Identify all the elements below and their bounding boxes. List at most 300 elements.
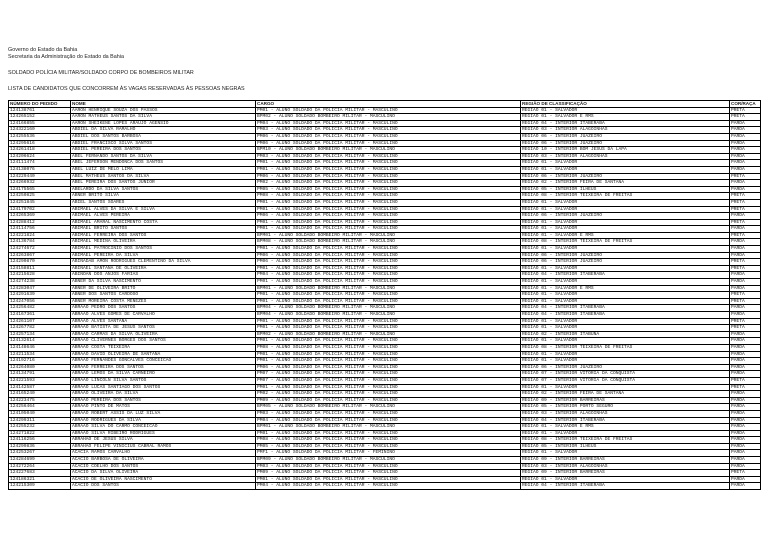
cell-position: PM07 - ALUNO SOLDADO DA POLICIA MILITAR - MASCULINO: [256, 371, 521, 378]
table-row: [9, 364, 761, 371]
cell-region: REGIAO 05 - INTERIOR ILHEUS: [521, 186, 730, 193]
table-row: [9, 160, 761, 167]
cell-region: REGIAO 01 - SALVADOR E RMS: [521, 424, 730, 431]
cell-race: PARDA: [730, 437, 761, 444]
cell-name: ABEL JEFERSON MENDONCA DOS SANTOS: [71, 160, 256, 167]
cell-race: PARDA: [730, 153, 761, 160]
table-row: [9, 470, 761, 477]
table-row: [9, 265, 761, 272]
cell-position: BPM01 - ALUNO SOLDADO BOMBEIRO MILITAR - MASCULINO: [256, 232, 521, 239]
cell-request-number: 124175565: [9, 186, 71, 193]
cell-request-number: 124229440: [9, 173, 71, 180]
cell-race: PRETA: [730, 377, 761, 384]
table-row: [9, 371, 761, 378]
cell-position: PM01 - ALUNO SOLDADO DA POLICIA MILITAR - MASCULINO: [256, 219, 521, 226]
cell-name: ABRAAO COSTA TEIXEIRA: [71, 344, 256, 351]
cell-region: REGIAO 08 - INTERIOR TEIXEIRA DE FREITAS: [521, 193, 730, 200]
cell-race: PARDA: [730, 410, 761, 417]
cell-race: PARDA: [730, 166, 761, 173]
cell-position: BPM02 - ALUNO SOLDADO BOMBEIRO MILITAR - MASCULINO: [256, 114, 521, 121]
cell-name: ABIEL SANTOS SOARES: [71, 199, 256, 206]
cell-region: REGIAO 04 - INTERIOR ITABERABA: [521, 120, 730, 127]
cell-position: PM01 - ALUNO SOLDADO DA POLICIA MILITAR - MASCULINO: [256, 338, 521, 345]
cell-request-number: 124256482: [9, 305, 71, 312]
cell-race: PARDA: [730, 272, 761, 279]
table-row: [9, 305, 761, 312]
cell-region: REGIAO 01 - SALVADOR: [521, 450, 730, 457]
cell-position: PM04 - ALUNO SOLDADO DA POLICIA MILITAR - MASCULINO: [256, 120, 521, 127]
cell-position: PM02 - ALUNO SOLDADO DA POLICIA MILITAR - MASCULINO: [256, 391, 521, 398]
table-row: [9, 410, 761, 417]
cell-region: REGIAO 07 - INTERIOR VITORIA DA CONQUISTA: [521, 377, 730, 384]
table-row: [9, 351, 761, 358]
cell-position: PM01 - ALUNO SOLDADO DA POLICIA MILITAR - MASCULINO: [256, 298, 521, 305]
header-government: Governo do Estado da Bahia: [8, 47, 78, 53]
cell-name: ABEL LUIZ DE MELO LIMA: [71, 166, 256, 173]
cell-region: REGIAO 01 - SALVADOR: [521, 265, 730, 272]
cell-race: PARDA: [730, 213, 761, 220]
cell-position: PM01 - ALUNO SOLDADO DA POLICIA MILITAR - MASCULINO: [256, 351, 521, 358]
cell-request-number: 124299836: [9, 443, 71, 450]
cell-position: PM03 - ALUNO SOLDADO DA POLICIA MILITAR - MASCULINO: [256, 463, 521, 470]
table-row: [9, 476, 761, 483]
cell-name: ABIMAEL BRITO SANTOS: [71, 226, 256, 233]
cell-race: PRETA: [730, 292, 761, 299]
cell-region: REGIAO 04 - INTERIOR ITABERABA: [521, 417, 730, 424]
cell-request-number: 124266932: [9, 180, 71, 187]
cell-region: REGIAO 01 - SALVADOR: [521, 107, 730, 114]
cell-position: PM04 - ALUNO SOLDADO DA POLICIA MILITAR - MASCULINO: [256, 483, 521, 490]
cell-name: ABRAAO SILVA DO CARMO CONCEICAO: [71, 424, 256, 431]
cell-request-number: 124223475: [9, 397, 71, 404]
cell-name: ABRAAO LUCAS SANTIAGO DOS SANTOS: [71, 384, 256, 391]
cell-request-number: 124211534: [9, 351, 71, 358]
cell-position: BPM02 - ALUNO SOLDADO BOMBEIRO MILITAR - MASCULINO: [256, 331, 521, 338]
cell-position: PM06 - ALUNO SOLDADO DA POLICIA MILITAR - MASCULINO: [256, 252, 521, 259]
cell-position: BPM05 - ALUNO SOLDADO BOMBEIRO MILITAR - MASCULINO: [256, 404, 521, 411]
cell-race: PARDA: [730, 312, 761, 319]
table-row: [9, 443, 761, 450]
cell-request-number: 124215309: [9, 483, 71, 490]
cell-region: REGIAO 06 - INTERIOR JUAZEIRO: [521, 173, 730, 180]
cell-region: REGIAO 01 - SALVADOR: [521, 384, 730, 391]
cell-name: ABIMAEL ALVES DA SILVA E SILVA: [71, 206, 256, 213]
column-header-race: COR/RAÇA: [730, 101, 761, 108]
cell-region: REGIAO 01 - SALVADOR: [521, 325, 730, 332]
cell-request-number: 124167361: [9, 312, 71, 319]
cell-position: BPM01 - ALUNO SOLDADO BOMBEIRO MILITAR - MASCULINO: [256, 285, 521, 292]
cell-position: PM03 - ALUNO SOLDADO DA POLICIA MILITAR - MASCULINO: [256, 410, 521, 417]
cell-region: REGIAO 06 - INTERIOR JUAZEIRO: [521, 259, 730, 266]
cell-position: PM07 - ALUNO SOLDADO DA POLICIA MILITAR - MASCULINO: [256, 377, 521, 384]
cell-request-number: 124253267: [9, 450, 71, 457]
cell-request-number: 124215628: [9, 272, 71, 279]
cell-name: ABNER DOS SANTOS CARDOSO: [71, 292, 256, 299]
table-row: [9, 279, 761, 286]
cell-region: REGIAO 05 - INTERIOR PORTO SEGURO: [521, 404, 730, 411]
cell-region: REGIAO 06 - INTERIOR JUAZEIRO: [521, 252, 730, 259]
cell-request-number: 124111474: [9, 160, 71, 167]
cell-name: ABRAAO FERREIRA DOS SANTOS: [71, 364, 256, 371]
cell-position: PM01 - ALUNO SOLDADO DA POLICIA MILITAR - MASCULINO: [256, 384, 521, 391]
cell-position: PM01 - ALUNO SOLDADO DA POLICIA MILITAR - MASCULINO: [256, 358, 521, 365]
cell-request-number: 124272264: [9, 463, 71, 470]
cell-name: ABRAAO SILVA RIBEIRO RODRIGUES: [71, 430, 256, 437]
cell-request-number: 124290870: [9, 259, 71, 266]
cell-race: PARDA: [730, 371, 761, 378]
cell-region: REGIAO 01 - SALVADOR: [521, 226, 730, 233]
cell-name: ABRAAO ALVES GOMES DE CARVALHO: [71, 312, 256, 319]
table-row: [9, 272, 761, 279]
cell-request-number: 124274672: [9, 246, 71, 253]
cell-race: PARDA: [730, 424, 761, 431]
cell-race: PARDA: [730, 391, 761, 398]
cell-position: PM06 - ALUNO SOLDADO DA POLICIA MILITAR - MASCULINO: [256, 140, 521, 147]
table-row: [9, 430, 761, 437]
cell-name: ABRAAO ROBERT ASSIS DA LUZ SILVA: [71, 410, 256, 417]
table-row: [9, 437, 761, 444]
cell-race: PRETA: [730, 470, 761, 477]
cell-region: REGIAO 06 - INTERIOR JUAZEIRO: [521, 213, 730, 220]
cell-request-number: 124267782: [9, 325, 71, 332]
cell-race: PARDA: [730, 450, 761, 457]
cell-race: PARDA: [730, 252, 761, 259]
cell-position: PM01 - ALUNO SOLDADO DA POLICIA MILITAR - MASCULINO: [256, 476, 521, 483]
cell-region: REGIAO 01 - SALVADOR: [521, 279, 730, 286]
cell-name: ABINOAN DOS ANJOS FARIAS: [71, 272, 256, 279]
cell-region: REGIAO 09 - INTERIOR BARREIRAS: [521, 470, 730, 477]
cell-region: REGIAO 01 - SALVADOR: [521, 318, 730, 325]
table-row: [9, 153, 761, 160]
cell-region: REGIAO 08 - INTERIOR TEIXEIRA DE FREITAS: [521, 437, 730, 444]
cell-race: PARDA: [730, 364, 761, 371]
table-row: [9, 450, 761, 457]
cell-race: PARDA: [730, 127, 761, 134]
cell-region: REGIAO 01 - SALVADOR: [521, 476, 730, 483]
cell-region: REGIAO 03 - INTERIOR ALAGOINHAS: [521, 410, 730, 417]
table-row: [9, 358, 761, 365]
header-list-title: LISTA DE CANDIDATOS QUE CONCORREM ÀS VAGAS RESERVADAS ÀS PESSOAS NEGRAS: [8, 86, 245, 92]
cell-name: ABNER DE OLIVEIRA BRITO: [71, 285, 256, 292]
cell-region: REGIAO 01 - SALVADOR: [521, 199, 730, 206]
cell-position: PMF1 - ALUNO SOLDADO DA POLICIA MILITAR - FEMININO: [256, 450, 521, 457]
cell-race: PARDA: [730, 397, 761, 404]
cell-request-number: 124158811: [9, 265, 71, 272]
cell-request-number: 124105040: [9, 410, 71, 417]
cell-name: ABRAAO ALVES SANTANA: [71, 318, 256, 325]
cell-request-number: 124250825: [9, 193, 71, 200]
cell-region: REGIAO 06 - INTERIOR JUAZEIRO: [521, 140, 730, 147]
cell-name: ABIMAEL MEDINA OLIVEIRA: [71, 239, 256, 246]
table-row: [9, 285, 761, 292]
cell-name: ABRAAO LINCOLN SILVA SANTOS: [71, 377, 256, 384]
cell-region: REGIAO 04 - INTERIOR ITABERABA: [521, 272, 730, 279]
cell-region: REGIAO 04 - INTERIOR ITABERABA: [521, 305, 730, 312]
cell-request-number: 124261418: [9, 147, 71, 154]
cell-race: PRETA: [730, 193, 761, 200]
cell-name: ABDIEL FRANCISCO SILVA SANTOS: [71, 140, 256, 147]
cell-race: PARDA: [730, 147, 761, 154]
cell-name: ABIMAEL ALVES PEREIRA: [71, 213, 256, 220]
cell-race: PRETA: [730, 325, 761, 332]
cell-position: PM01 - ALUNO SOLDADO DA POLICIA MILITAR - MASCULINO: [256, 206, 521, 213]
cell-region: REGIAO 02 - INTERIOR ITABUNA: [521, 331, 730, 338]
cell-request-number: 124274238: [9, 279, 71, 286]
cell-request-number: 124221824: [9, 232, 71, 239]
cell-name: ACACIO BARBOSA DE OLIVEIRA: [71, 457, 256, 464]
cell-race: PRETA: [730, 199, 761, 206]
cell-request-number: 124256464: [9, 404, 71, 411]
table-row: [9, 417, 761, 424]
cell-position: PM03 - ALUNO SOLDADO DA POLICIA MILITAR - MASCULINO: [256, 153, 521, 160]
cell-position: PM06 - ALUNO SOLDADO DA POLICIA MILITAR - MASCULINO: [256, 133, 521, 140]
cell-region: REGIAO 04 - INTERIOR ITABERABA: [521, 483, 730, 490]
cell-position: BPM04 - ALUNO SOLDADO BOMBEIRO MILITAR - MASCULINO: [256, 312, 521, 319]
cell-position: PM04 - ALUNO SOLDADO DA POLICIA MILITAR - MASCULINO: [256, 417, 521, 424]
cell-race: PRETA: [730, 298, 761, 305]
cell-position: PM01 - ALUNO SOLDADO DA POLICIA MILITAR - MASCULINO: [256, 199, 521, 206]
cell-name: ABEL PEREIRA DOS SANTOS JUNIOR: [71, 180, 256, 187]
cell-race: PRETA: [730, 107, 761, 114]
column-header-name: NOME: [71, 101, 256, 108]
cell-position: PM06 - ALUNO SOLDADO DA POLICIA MILITAR - MASCULINO: [256, 213, 521, 220]
cell-position: PM09 - ALUNO SOLDADO DA POLICIA MILITAR - MASCULINO: [256, 470, 521, 477]
header-secretariat: Secretaria da Administração do Estado da Bahia: [8, 54, 124, 60]
table-row: [9, 147, 761, 154]
cell-name: ACACIO COELHO DOS SANTOS: [71, 463, 256, 470]
cell-race: PARDA: [730, 463, 761, 470]
cell-name: ABRAAO CLIVERNES BORGES DOS SANTOS: [71, 338, 256, 345]
cell-position: BPM08 - ALUNO SOLDADO BOMBEIRO MILITAR - MASCULINO: [256, 239, 521, 246]
cell-region: REGIAO 01 - SALVADOR: [521, 292, 730, 299]
cell-region: REGIAO 05 - INTERIOR ILHEUS: [521, 443, 730, 450]
cell-request-number: 124283047: [9, 285, 71, 292]
cell-region: REGIAO 01 - SALVADOR: [521, 166, 730, 173]
cell-position: PM06 - ALUNO SOLDADO DA POLICIA MILITAR - MASCULINO: [256, 364, 521, 371]
cell-race: PARDA: [730, 331, 761, 338]
cell-position: PM08 - ALUNO SOLDADO DA POLICIA MILITAR - MASCULINO: [256, 437, 521, 444]
cell-race: PARDA: [730, 226, 761, 233]
table-row: [9, 127, 761, 134]
table-row: [9, 463, 761, 470]
table-row: [9, 483, 761, 490]
cell-position: PM01 - ALUNO SOLDADO DA POLICIA MILITAR - MASCULINO: [256, 246, 521, 253]
cell-region: REGIAO 09 - INTERIOR BARREIRAS: [521, 397, 730, 404]
cell-region: REGIAO 03 - INTERIOR ALAGOINHAS: [521, 463, 730, 470]
table-row: [9, 298, 761, 305]
cell-region: REGIAO 01 - SALVADOR: [521, 338, 730, 345]
cell-name: ABRAAO PEREIRA DOS SANTOS: [71, 397, 256, 404]
cell-request-number: 124134791: [9, 371, 71, 378]
cell-race: PARDA: [730, 476, 761, 483]
table-body: [9, 107, 761, 489]
column-header-region: REGIÃO DE CLASSIFICAÇÃO: [521, 101, 730, 108]
table-row: [9, 107, 761, 114]
cell-race: PARDA: [730, 120, 761, 127]
cell-region: REGIAO 03 - INTERIOR ALAGOINHAS: [521, 127, 730, 134]
cell-name: ABIMAEL AMARAL NASCIMENTO COSTA: [71, 219, 256, 226]
cell-request-number: 124263867: [9, 252, 71, 259]
cell-race: PRETA: [730, 173, 761, 180]
cell-request-number: 124257134: [9, 331, 71, 338]
cell-request-number: 124322160: [9, 127, 71, 134]
cell-name: ABRAAO OLIVEIRA DA SILVA: [71, 391, 256, 398]
cell-request-number: 124138076: [9, 166, 71, 173]
cell-race: PARDA: [730, 140, 761, 147]
cell-position: PM01 - ALUNO SOLDADO DA POLICIA MILITAR - MASCULINO: [256, 279, 521, 286]
table-row: [9, 133, 761, 140]
cell-race: PARDA: [730, 358, 761, 365]
cell-name: ABINADAB AMON RODRIGUES CLEMENTINO DA SILVA: [71, 259, 256, 266]
cell-position: PM01 - ALUNO SOLDADO DA POLICIA MILITAR - MASCULINO: [256, 265, 521, 272]
cell-position: PM05 - ALUNO SOLDADO DA POLICIA MILITAR - MASCULINO: [256, 186, 521, 193]
table-row: [9, 259, 761, 266]
cell-region: REGIAO 01 - SALVADOR E RMS: [521, 232, 730, 239]
cell-name: ACACIO DA SILVA OLIVEIRA: [71, 470, 256, 477]
cell-request-number: 124288412: [9, 219, 71, 226]
table-row: [9, 193, 761, 200]
table-row: [9, 331, 761, 338]
candidates-table: [8, 100, 761, 490]
cell-race: PARDA: [730, 351, 761, 358]
cell-region: REGIAO 02 - INTERIOR FEIRA DE SANTANA: [521, 180, 730, 187]
cell-race: PARDA: [730, 160, 761, 167]
cell-race: PRETA: [730, 384, 761, 391]
cell-name: ABEL FERNANDO SANTOS DA SILVA: [71, 153, 256, 160]
cell-position: PM05 - ALUNO SOLDADO DA POLICIA MILITAR - MASCULINO: [256, 443, 521, 450]
cell-position: PM01 - ALUNO SOLDADO DA POLICIA MILITAR - MASCULINO: [256, 107, 521, 114]
cell-request-number: 124251845: [9, 199, 71, 206]
cell-name: ABEL MATHEUS SANTOS DA SILVA: [71, 173, 256, 180]
table-row: [9, 404, 761, 411]
cell-name: ABIMAEL FERREIRA DOS SANTOS: [71, 232, 256, 239]
cell-request-number: 124255232: [9, 424, 71, 431]
cell-request-number: 124136784: [9, 239, 71, 246]
cell-position: BPM09 - ALUNO SOLDADO BOMBEIRO MILITAR - MASCULINO: [256, 457, 521, 464]
cell-region: REGIAO 01 - SALVADOR: [521, 219, 730, 226]
cell-position: PM01 - ALUNO SOLDADO DA POLICIA MILITAR - MASCULINO: [256, 160, 521, 167]
cell-name: ABELARDO DA SILVA SANTOS: [71, 186, 256, 193]
cell-request-number: 124186321: [9, 476, 71, 483]
cell-name: ABRAAO RODRIGUES DA SILVA: [71, 417, 256, 424]
table-row: [9, 166, 761, 173]
table-row: [9, 325, 761, 332]
table-row: [9, 252, 761, 259]
cell-name: ACACIA RAMOS CARVALHO: [71, 450, 256, 457]
cell-name: ABRAHAO DE JESUS SILVA: [71, 437, 256, 444]
table-row: [9, 199, 761, 206]
cell-request-number: 124138761: [9, 107, 71, 114]
table-row: [9, 318, 761, 325]
table-row: [9, 246, 761, 253]
cell-request-number: 124148646: [9, 344, 71, 351]
cell-region: REGIAO 01 - SALVADOR: [521, 246, 730, 253]
cell-race: PARDA: [730, 338, 761, 345]
cell-region: REGIAO 01 - SALVADOR E RMS: [521, 285, 730, 292]
cell-request-number: 124114756: [9, 226, 71, 233]
cell-race: PARDA: [730, 279, 761, 286]
cell-region: REGIAO 01 - SALVADOR: [521, 160, 730, 167]
cell-position: PM04 - ALUNO SOLDADO DA POLICIA MILITAR - MASCULINO: [256, 272, 521, 279]
cell-region: REGIAO 06 - INTERIOR JUAZEIRO: [521, 364, 730, 371]
cell-race: PRETA: [730, 219, 761, 226]
cell-race: PARDA: [730, 239, 761, 246]
cell-name: ACACIO DE OLIVEIRA NASCIMENTO: [71, 476, 256, 483]
cell-position: PM01 - ALUNO SOLDADO DA POLICIA MILITAR - MASCULINO: [256, 166, 521, 173]
cell-race: PRETA: [730, 259, 761, 266]
cell-region: REGIAO 01 - SALVADOR E RMS: [521, 114, 730, 121]
cell-region: REGIAO 01 - SALVADOR: [521, 430, 730, 437]
cell-request-number: 124142587: [9, 384, 71, 391]
cell-name: ABIMAEL PATROCINIO DOS SANTOS: [71, 246, 256, 253]
cell-position: PM08 - ALUNO SOLDADO DA POLICIA MILITAR - MASCULINO: [256, 193, 521, 200]
cell-request-number: 124227683: [9, 470, 71, 477]
cell-race: PARDA: [730, 443, 761, 450]
table-row: [9, 424, 761, 431]
column-header-request-number: NÚMERO DO PEDIDO: [9, 101, 71, 108]
cell-request-number: 124116256: [9, 437, 71, 444]
header-position: SOLDADO POLÍCIA MILITAR/SOLDADO CORPO DE BOMBEIROS MILITAR: [8, 70, 194, 76]
cell-request-number: 124247056: [9, 298, 71, 305]
cell-request-number: 124264080: [9, 364, 71, 371]
cell-region: REGIAO 01 - SALVADOR: [521, 358, 730, 365]
cell-request-number: 124206624: [9, 153, 71, 160]
cell-region: REGIAO 01 - SALVADOR: [521, 206, 730, 213]
cell-request-number: 124295616: [9, 140, 71, 147]
cell-position: PM06 - ALUNO SOLDADO DA POLICIA MILITAR - MASCULINO: [256, 173, 521, 180]
table-row: [9, 312, 761, 319]
table-row: [9, 384, 761, 391]
cell-race: PARDA: [730, 457, 761, 464]
cell-request-number: 124221593: [9, 377, 71, 384]
cell-region: REGIAO 08 - INTERIOR TEIXEIRA DE FREITAS: [521, 239, 730, 246]
cell-region: REGIAO 03 - INTERIOR ALAGOINHAS: [521, 153, 730, 160]
table-row: [9, 232, 761, 239]
table-row: [9, 292, 761, 299]
cell-race: PRETA: [730, 232, 761, 239]
cell-race: PARDA: [730, 133, 761, 140]
cell-race: PARDA: [730, 430, 761, 437]
cell-position: PM01 - ALUNO SOLDADO DA POLICIA MILITAR - MASCULINO: [256, 226, 521, 233]
cell-request-number: 124265369: [9, 213, 71, 220]
cell-name: ABRAAO CARMAS DA SILVA OLIVEIRA: [71, 331, 256, 338]
cell-position: PM01 - ALUNO SOLDADO DA POLICIA MILITAR - MASCULINO: [256, 292, 521, 299]
table-row: [9, 173, 761, 180]
cell-name: ABRAHAO FELIPE VINICIUS CABRAL RAMOS: [71, 443, 256, 450]
cell-name: ACACIO DOS SANTOS: [71, 483, 256, 490]
cell-position: BPM10 - ALUNO SOLDADO BOMBEIRO MILITAR - MASCULINO: [256, 147, 521, 154]
cell-region: REGIAO 06 - INTERIOR JUAZEIRO: [521, 133, 730, 140]
cell-race: PARDA: [730, 246, 761, 253]
table-row: [9, 226, 761, 233]
table-row: [9, 338, 761, 345]
cell-region: REGIAO 01 - SALVADOR: [521, 298, 730, 305]
cell-request-number: 124265152: [9, 114, 71, 121]
cell-region: REGIAO 07 - INTERIOR VITORIA DA CONQUISTA: [521, 371, 730, 378]
cell-request-number: 124299311: [9, 417, 71, 424]
table-row: [9, 114, 761, 121]
table-row: [9, 120, 761, 127]
cell-name: ABDIEL DA SILVA RAMALHO: [71, 127, 256, 134]
cell-name: AARON HENRIQUE SOUZA DOS PASSOS: [71, 107, 256, 114]
cell-name: ABIMAEL PEREIRA DA SILVA: [71, 252, 256, 259]
cell-request-number: 124291639: [9, 292, 71, 299]
cell-name: AARON SHEIKENE LOPES ARAUJO AGENSIO: [71, 120, 256, 127]
cell-request-number: 124271822: [9, 430, 71, 437]
table-row: [9, 219, 761, 226]
cell-name: ABNER DA SILVA NASCIMENTO: [71, 279, 256, 286]
cell-request-number: 124166855: [9, 120, 71, 127]
